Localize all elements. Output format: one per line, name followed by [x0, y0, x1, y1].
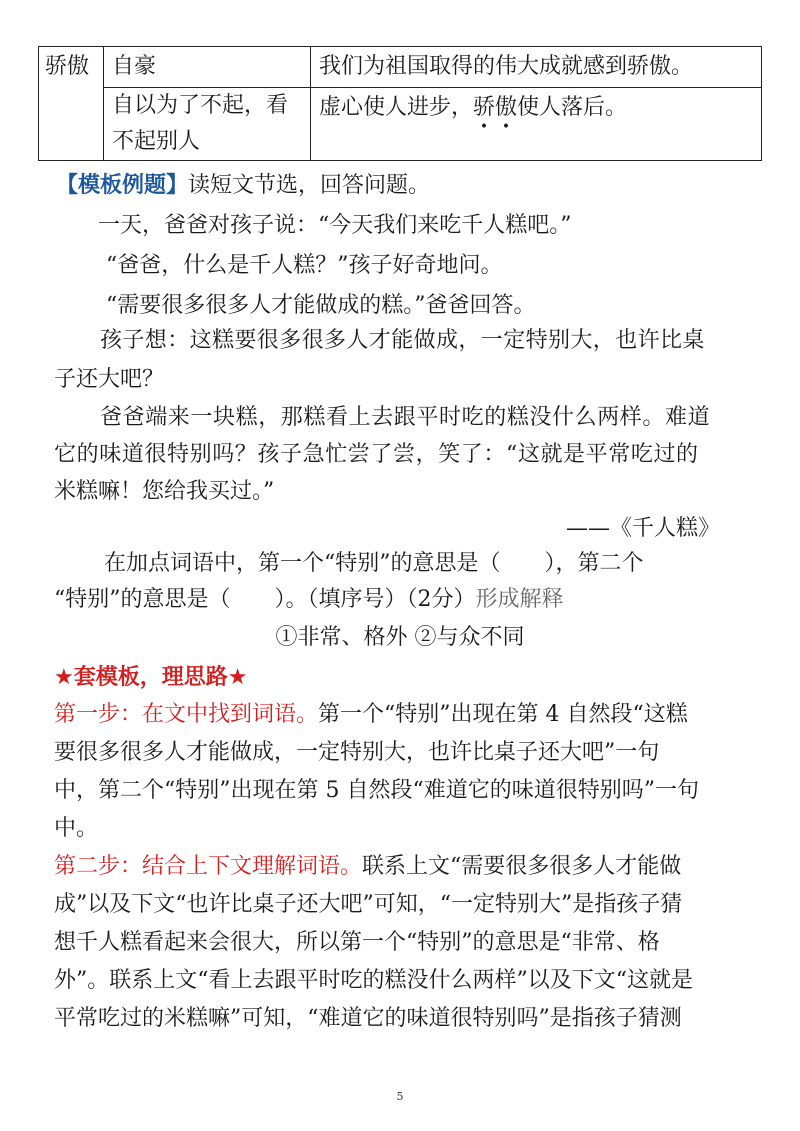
step2-line: 成”以及下文“也许比桌子还大吧”可知，“一定特别大”是指孩子猜 [54, 892, 683, 917]
step1-line: 中。 [54, 816, 99, 841]
step2-line: 外”。联系上文“看上去跟平时吃的糕没什么两样”以及下文“这就是 [54, 968, 693, 993]
table-row [39, 47, 762, 88]
step1-line [54, 697, 688, 728]
question-line [54, 582, 564, 613]
example-instruction: 读短文节选，回答问题。 [188, 173, 431, 198]
example-cell: 我们为祖国取得的伟大成就感到骄傲。 [311, 47, 762, 88]
meaning-cell [104, 88, 311, 161]
word-cell: 骄傲 [39, 47, 104, 161]
meaning-cell: 自豪 [104, 47, 311, 88]
vocabulary-table [38, 46, 762, 161]
step2-line: 平常吃过的米糕嘛”可知，“难道它的味道很特别吗”是指孩子猜测 [54, 1006, 682, 1031]
passage-line: 一天，爸爸对孩子说：“今天我们来吃千人糕吧。” [98, 213, 572, 238]
passage-line: 子还大吧？ [54, 367, 165, 392]
question-tag: 形成解释 [475, 587, 564, 612]
step2-line [54, 849, 681, 880]
step1-label: 第一步：在文中找到词语。 [54, 702, 319, 727]
table-row [39, 88, 762, 161]
passage-line: 爸爸端来一块糕，那糕看上去跟平时吃的糕没什么两样。难道 [100, 405, 711, 430]
step2-text: 联系上文“需要很多很多人才能做 [362, 854, 682, 879]
question-text: “特别”的意思是（ ）。（填序号）（2分） [54, 587, 476, 612]
passage-line: 它的味道很特别吗？孩子急忙尝了尝，笑了：“这就是平常吃过的 [54, 442, 699, 467]
step1-line: 中，第二个“特别”出现在第 5 自然段“难道它的味道很特别吗”一句 [54, 778, 699, 803]
example-cell [311, 88, 762, 161]
passage-line: “爸爸，什么是千人糕？”孩子好奇地问。 [106, 253, 503, 278]
meaning-line: 自以为了不起，看 [112, 93, 289, 118]
step1-line: 要很多很多人才能做成，一定特别大，也许比桌子还大吧”一句 [54, 740, 660, 765]
passage-line: 米糕嘛！您给我买过。” [54, 479, 275, 504]
passage-line: 孩子想：这糕要很多很多人才能做成，一定特别大，也许比桌 [100, 328, 705, 353]
example-text: 使人落后。 [517, 95, 628, 120]
answer-options: ①非常、格外 ②与众不同 [275, 625, 525, 650]
example-label: 【模板例题】 [56, 172, 189, 198]
example-text: 虚心使人进步， [319, 95, 474, 120]
step1-text: 第一个“特别”出现在第 4 自然段“这糕 [318, 702, 688, 727]
step2-label: 第二步：结合上下文理解词语。 [54, 854, 363, 879]
passage-line: “需要很多很多人才能做成的糕。”爸爸回答。 [106, 293, 536, 318]
step2-line: 想千人糕看起来会很大，所以第一个“特别”的意思是“非常、格 [54, 930, 660, 955]
meaning-line: 不起别人 [112, 129, 201, 154]
question-line: 在加点词语中，第一个“特别”的意思是（ ），第二个 [104, 551, 644, 576]
example-header [56, 168, 430, 199]
method-heading: ★套模板，理思路★ [54, 665, 248, 690]
page-number: 5 [396, 1090, 404, 1103]
dotted-char: 骄 [473, 95, 496, 120]
dotted-char: 傲 [495, 95, 518, 120]
passage-source: ——《千人糕》 [566, 516, 721, 541]
